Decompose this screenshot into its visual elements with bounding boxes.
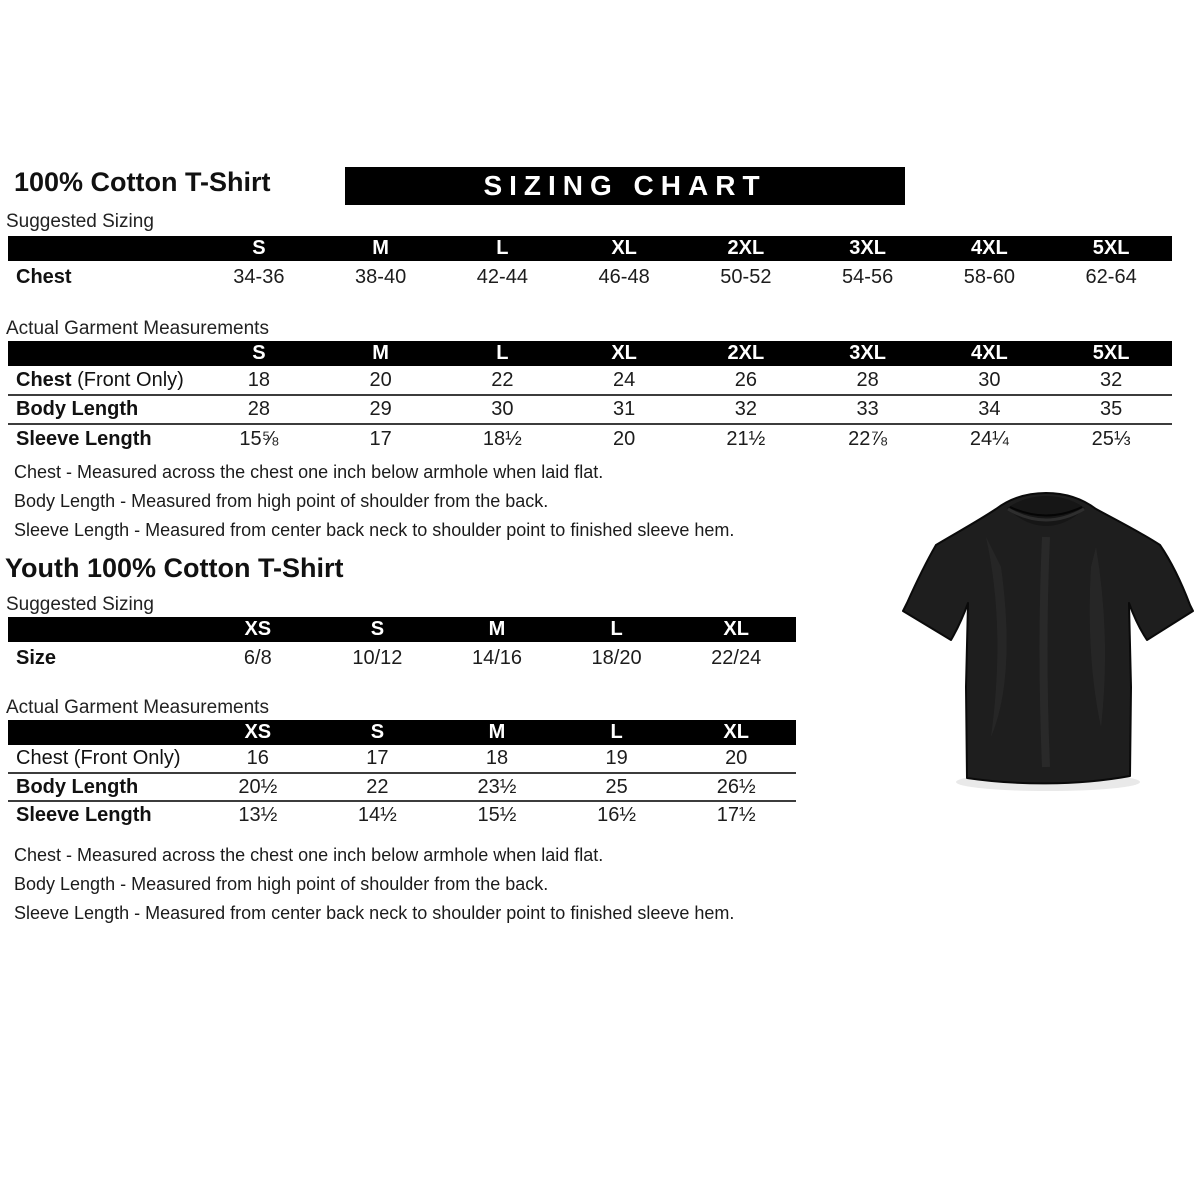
size-column-header: M: [320, 236, 442, 261]
adult-measurement-notes: [14, 458, 734, 545]
row-label: Chest (Front Only): [16, 368, 184, 391]
measurement-cell: 18½: [442, 424, 564, 453]
size-column-header: M: [320, 341, 442, 366]
table-row: [8, 642, 796, 675]
measurement-cell: 28: [198, 395, 320, 424]
measurement-cell: 50-52: [720, 266, 772, 288]
measurement-cell: 26: [734, 368, 757, 391]
measurement-cell: 20½: [198, 773, 318, 801]
size-column-header: 4XL: [929, 236, 1051, 261]
size-header-row: [8, 341, 1172, 366]
measurement-cell: 18/20: [591, 647, 642, 669]
row-label-header: [8, 617, 198, 642]
row-label-header: [8, 720, 198, 745]
measurement-cell: 23½: [437, 773, 557, 801]
row-label: Sleeve Length: [8, 801, 198, 829]
measurement-cell: 35: [1050, 395, 1172, 424]
measurement-cell: 17: [320, 424, 442, 453]
measurement-cell: 26½: [676, 773, 796, 801]
measurement-cell: 20: [563, 424, 685, 453]
measurement-cell: 22⅞: [807, 424, 929, 453]
measurement-cell: 25⅓: [1050, 424, 1172, 453]
table-row: [8, 773, 796, 801]
measurement-cell: 32: [685, 395, 807, 424]
measurement-cell: 29: [320, 395, 442, 424]
note-chest: Chest - Measured across the chest one inch below armhole when laid flat.: [14, 462, 604, 482]
black-tshirt-graphic: [896, 477, 1196, 807]
row-label: Chest: [16, 266, 72, 288]
size-column-header: 5XL: [1050, 341, 1172, 366]
size-column-header: XL: [563, 341, 685, 366]
table-row: [8, 366, 1172, 395]
measurement-cell: 58-60: [963, 266, 1015, 288]
sizing-chart-banner: SIZING CHART: [345, 167, 905, 205]
adult-section-title: 100% Cotton T-Shirt: [14, 167, 271, 197]
size-column-header: XL: [676, 720, 796, 745]
row-label: Body Length: [8, 395, 198, 424]
size-column-header: XS: [198, 720, 318, 745]
size-column-header: 2XL: [685, 236, 807, 261]
note-sleeve-length: Sleeve Length - Measured from center back neck to shoulder point to finished sleeve hem.: [14, 520, 735, 540]
youth-suggested-sizing-label: Suggested Sizing: [6, 594, 154, 615]
measurement-cell: 15½: [437, 801, 557, 829]
note-body-length: Body Length - Measured from high point of shoulder from the back.: [14, 874, 549, 894]
adult-suggested-sizing-table: [8, 236, 1172, 294]
measurement-cell: 14/16: [471, 647, 523, 669]
measurement-cell: 10/12: [352, 647, 403, 669]
measurement-cell: 32: [1100, 368, 1123, 391]
measurement-cell: 30: [978, 368, 1001, 391]
size-column-header: 3XL: [807, 341, 929, 366]
row-label-header: [8, 236, 198, 261]
measurement-cell: 19: [605, 747, 628, 769]
size-column-header: L: [442, 236, 564, 261]
measurement-cell: 16½: [557, 801, 677, 829]
measurement-cell: 24: [613, 368, 636, 391]
measurement-cell: 34: [929, 395, 1051, 424]
measurement-cell: 54-56: [842, 266, 894, 288]
size-column-header: S: [198, 236, 320, 261]
measurement-cell: 17½: [676, 801, 796, 829]
size-header-row: [8, 720, 796, 745]
tshirt-product-image: [896, 477, 1196, 807]
youth-section-title: Youth 100% Cotton T-Shirt: [5, 553, 344, 583]
size-column-header: S: [198, 341, 320, 366]
measurement-cell: 16: [246, 747, 269, 769]
measurement-cell: 18: [247, 368, 270, 391]
table-row: [8, 745, 796, 773]
note-sleeve-length: Sleeve Length - Measured from center back neck to shoulder point to finished sleeve hem.: [14, 903, 735, 923]
youth-garment-measurements-table: [8, 720, 796, 829]
size-column-header: L: [442, 341, 564, 366]
size-column-header: XS: [198, 617, 318, 642]
measurement-cell: 22: [318, 773, 438, 801]
row-label-header: [8, 341, 198, 366]
measurement-cell: 20: [369, 368, 392, 391]
measurement-cell: 24¼: [929, 424, 1051, 453]
table-row: [8, 395, 1172, 424]
measurement-cell: 13½: [198, 801, 318, 829]
measurement-cell: 21½: [685, 424, 807, 453]
size-column-header: 5XL: [1050, 236, 1172, 261]
size-column-header: L: [557, 617, 677, 642]
size-column-header: M: [437, 617, 557, 642]
table-row: [8, 801, 796, 829]
size-column-header: 3XL: [807, 236, 929, 261]
measurement-cell: 42-44: [476, 266, 528, 288]
measurement-cell: 38-40: [355, 266, 407, 288]
measurement-cell: 33: [807, 395, 929, 424]
measurement-cell: 17: [366, 747, 389, 769]
size-header-row: [8, 617, 796, 642]
youth-garment-measurements-label: Actual Garment Measurements: [6, 697, 269, 718]
measurement-cell: 6/8: [243, 647, 272, 669]
measurement-cell: 15⅝: [198, 424, 320, 453]
table-row: [8, 424, 1172, 453]
size-column-header: 2XL: [685, 341, 807, 366]
measurement-cell: 62-64: [1085, 266, 1137, 288]
note-chest: Chest - Measured across the chest one inch below armhole when laid flat.: [14, 845, 604, 865]
measurement-cell: 46-48: [598, 266, 650, 288]
size-column-header: L: [557, 720, 677, 745]
measurement-cell: 20: [725, 747, 748, 769]
table-row: [8, 261, 1172, 294]
measurement-cell: 34-36: [233, 266, 285, 288]
size-column-header: XL: [676, 617, 796, 642]
measurement-cell: 22: [491, 368, 514, 391]
youth-measurement-notes: [14, 841, 734, 928]
row-label: Sleeve Length: [8, 424, 198, 453]
size-header-row: [8, 236, 1172, 261]
adult-garment-measurements-label: Actual Garment Measurements: [6, 318, 269, 339]
adult-suggested-sizing-label: Suggested Sizing: [6, 211, 154, 232]
measurement-cell: 14½: [318, 801, 438, 829]
row-label: Chest (Front Only): [16, 747, 181, 769]
measurement-cell: 28: [856, 368, 879, 391]
note-body-length: Body Length - Measured from high point of shoulder from the back.: [14, 491, 549, 511]
measurement-cell: 18: [485, 747, 509, 769]
size-column-header: XL: [563, 236, 685, 261]
measurement-cell: 22/24: [711, 647, 762, 669]
measurement-cell: 25: [557, 773, 677, 801]
adult-garment-measurements-table: [8, 341, 1172, 453]
size-column-header: 4XL: [929, 341, 1051, 366]
size-column-header: M: [437, 720, 557, 745]
measurement-cell: 30: [442, 395, 564, 424]
measurement-cell: 31: [563, 395, 685, 424]
size-column-header: S: [318, 617, 438, 642]
size-column-header: S: [318, 720, 438, 745]
row-label: Size: [16, 647, 57, 669]
row-label: Body Length: [8, 773, 198, 801]
youth-suggested-sizing-table: [8, 617, 796, 675]
